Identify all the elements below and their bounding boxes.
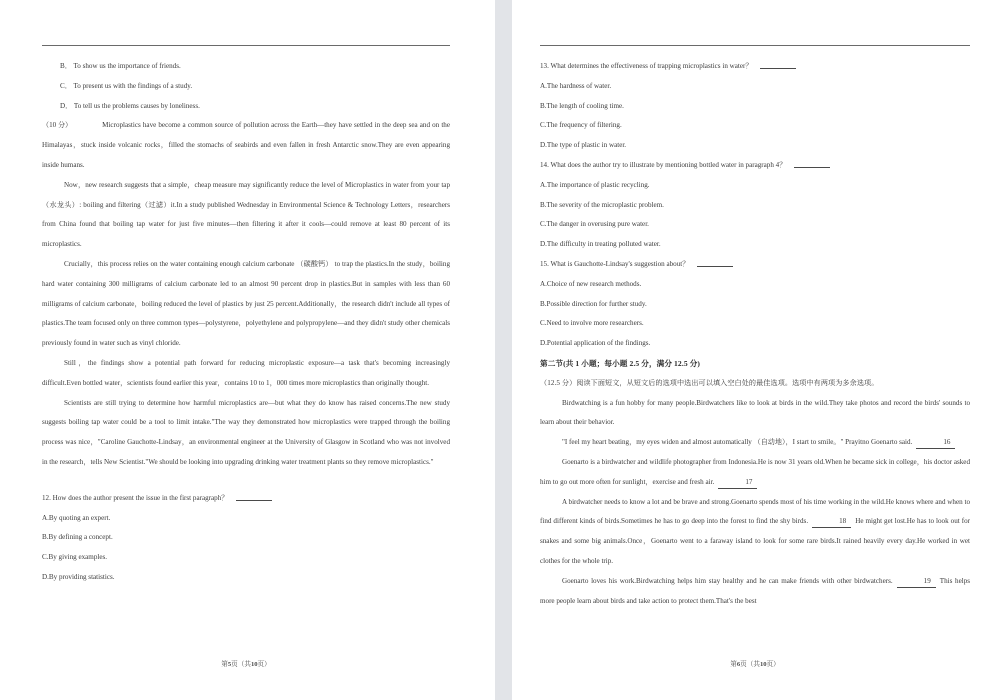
cloze-paragraph bbox=[540, 453, 970, 493]
paragraph-text-after: This helps more people learn about birds and take action to protect them.That's the best bbox=[540, 576, 971, 605]
option-item: C． To present us with the findings of a study. bbox=[60, 81, 193, 90]
paragraph-text: Microplastics have become a common source of pollution across the Earth—they have settled in the deep sea and on the Himalayas，stuck inside volcanic rocks，filled the stomachs of seabirds and even fallen in fresh Antarctic snow.They are even appearing inside humans. bbox=[42, 121, 450, 169]
question-14-stem bbox=[540, 156, 970, 176]
score-marker: （10 分） bbox=[42, 121, 73, 130]
paragraph-text-before: Goenarto loves his work.Birdwatching helps him stay healthy and he can make friends with other birdwatchers. bbox=[562, 576, 893, 585]
header-rule bbox=[540, 45, 970, 46]
option-item: D.The type of plastic in water. bbox=[540, 141, 627, 150]
answer-blank[interactable] bbox=[697, 266, 733, 267]
option-item: D.By providing statistics. bbox=[42, 572, 115, 581]
answer-blank[interactable] bbox=[794, 167, 830, 168]
cloze-paragraph bbox=[540, 493, 970, 572]
page-gutter bbox=[495, 0, 512, 700]
footer-suffix: 页） bbox=[766, 661, 780, 668]
cloze-blank-17[interactable]: 17 bbox=[718, 477, 757, 489]
footer-page-number: 6 bbox=[736, 661, 741, 668]
footer-page-number: 5 bbox=[227, 661, 232, 668]
paragraph-text-before: A birdwatcher needs to know a lot and be brave and strong.Goenarto spends most of his time working in the wild.He knows where and when to find different kinds of birds.Sometimes he has to go deep into the forest to find the shy birds. bbox=[540, 497, 970, 526]
option-item: A.The hardness of water. bbox=[540, 81, 612, 90]
page-left-content bbox=[42, 57, 450, 588]
cloze-blank-16[interactable]: 16 bbox=[916, 437, 955, 449]
section-two-instruction: （12.5 分）阅读下面短文，从短文后的选项中选出可以填入空白处的最佳选项。选项中有两项为多余选项。 bbox=[540, 378, 879, 387]
footer-middle: 页（共 bbox=[231, 661, 251, 668]
header-rule bbox=[42, 45, 450, 46]
cloze-blank-18[interactable]: 18 bbox=[812, 516, 851, 528]
question-stem-text: 15. What is Gauchotte‐Lindsay's suggestion about？ bbox=[540, 259, 690, 268]
question-stem-text: 12. How does the author present the issue in the first paragraph？ bbox=[42, 493, 229, 502]
page-right bbox=[512, 0, 1005, 700]
footer-middle: 页（共 bbox=[740, 661, 760, 668]
footer-total-pages: 10 bbox=[250, 661, 258, 668]
option-item: B.The length of cooling time. bbox=[540, 101, 624, 110]
option-item: D． To tell us the problems causes by loneliness. bbox=[60, 101, 200, 110]
question-stem-text: 13. What determines the effectiveness of trapping microplastics in water？ bbox=[540, 62, 753, 70]
paragraph-text: "I feel my heart beating，my eyes widen and almost automatically （自动地），I start to smile。" Prayitno Goenarto said. bbox=[562, 438, 913, 447]
page-left bbox=[0, 0, 495, 700]
question-15-stem bbox=[540, 255, 970, 275]
option-item: C.Need to involve more researchers. bbox=[540, 319, 644, 328]
answer-blank[interactable] bbox=[760, 68, 796, 69]
option-item: A.By quoting an expert. bbox=[42, 513, 111, 522]
option-item: A.The importance of plastic recycling. bbox=[540, 180, 650, 189]
question-13-stem bbox=[540, 57, 970, 77]
page-footer-left bbox=[42, 658, 450, 668]
footer-suffix: 页） bbox=[257, 661, 271, 668]
option-item: C.The frequency of filtering. bbox=[540, 121, 622, 130]
paragraph-text-after: He might get lost.He has to look out for snakes and some big animals.Once，Goenarto went to a faraway island to look for some rare birds.It rained heavily every day.He worked in wet clothes for the whole trip. bbox=[540, 517, 970, 565]
question-12-stem bbox=[42, 489, 450, 509]
passage-paragraph: Crucially，this process relies on the water containing enough calcium carbonate （碳酸钙） to trap the plastics.In the study，boiling hard water containing 300 milligrams of calcium carbonate led to an almost 90 percent drop in plastics.But in samples with less than 60 milligrams of calcium carbonate，boiling reduced the level of plastics by just 25 percent.Additionally，the research didn't include all types of plastics.The team focused only on three common types—polystyrene，polyethylene and polypropylene—and they didn't study other chemicals previously found in water such as vinyl chloride. bbox=[42, 259, 450, 348]
cloze-paragraph: Birdwatching is a fun hobby for many people.Birdwatchers like to look at birds in the wild.They take photos and record the birds' sounds to learn about their behavior. bbox=[540, 398, 970, 427]
page-right-content bbox=[540, 57, 970, 611]
option-item: C.By giving examples. bbox=[42, 553, 108, 562]
passage-paragraph: Scientists are still trying to determine how harmful microplastics are—but what they do know has raised concerns.The new study suggests boiling tap water could be a tool to limit intake."The way they demonstrated how microplastics were trapped through the boiling process was nice，"Caroline Gauchotte‐Lindsay，an environmental engineer at the University of Glasgow in Scotland who was not involved in the research，tells New Scientist."We should be looking into upgrading drinking water treatment plants so they remove microplastics." bbox=[42, 398, 450, 466]
passage-paragraph: Still，the findings show a potential path forward for reducing microplastic exposure—a task that's becoming increasingly difficult.Even bottled water，scientists found earlier this year，contains 10 to 1，000 times more microplastics than originally thought. bbox=[42, 358, 450, 387]
page-footer-right bbox=[540, 658, 970, 668]
option-item: A.Choice of new research methods. bbox=[540, 279, 642, 288]
passage-paragraph: Now，new research suggests that a simple，cheap measure may significantly reduce the level of Microplastics in water from your tap（水龙头）: boiling and filtering（过滤）it.In a study published Wednesday in Environmental Science & Technology Letters，researchers from China found that boiling tap water for just five minutes—then filtering it after it cools—could remove at least 80 percent of its microplastics. bbox=[42, 180, 450, 249]
option-item: D.Potential application of the findings. bbox=[540, 339, 651, 348]
cloze-paragraph bbox=[540, 572, 970, 612]
option-item: C.The danger in overusing pure water. bbox=[540, 220, 649, 229]
cloze-blank-19[interactable]: 19 bbox=[897, 576, 936, 588]
footer-prefix: 第 bbox=[221, 661, 228, 668]
section-two-heading: 第二节(共 1 小题；每小题 2.5 分，满分 12.5 分) bbox=[540, 358, 701, 368]
cloze-paragraph bbox=[540, 433, 970, 453]
footer-prefix: 第 bbox=[730, 661, 737, 668]
paragraph-text: Goenarto is a birdwatcher and wildlife photographer from Indonesia.He is now 31 years old.When he became sick in college，his doctor asked him to go out more often for sunlight，exercise and fresh air. bbox=[540, 457, 970, 486]
answer-blank[interactable] bbox=[236, 500, 272, 501]
option-item: B.By defining a concept. bbox=[42, 533, 113, 542]
passage-first-paragraph bbox=[42, 116, 450, 175]
option-item: D.The difficulty in treating polluted water. bbox=[540, 240, 661, 249]
footer-total-pages: 10 bbox=[759, 661, 767, 668]
option-item: B.The severity of the microplastic problem. bbox=[540, 200, 664, 209]
question-stem-text: 14. What does the author try to illustrate by mentioning bottled water in paragraph 4？ bbox=[540, 160, 787, 169]
option-item: B.Possible direction for further study. bbox=[540, 299, 647, 308]
option-item: B． To show us the importance of friends. bbox=[60, 62, 181, 70]
